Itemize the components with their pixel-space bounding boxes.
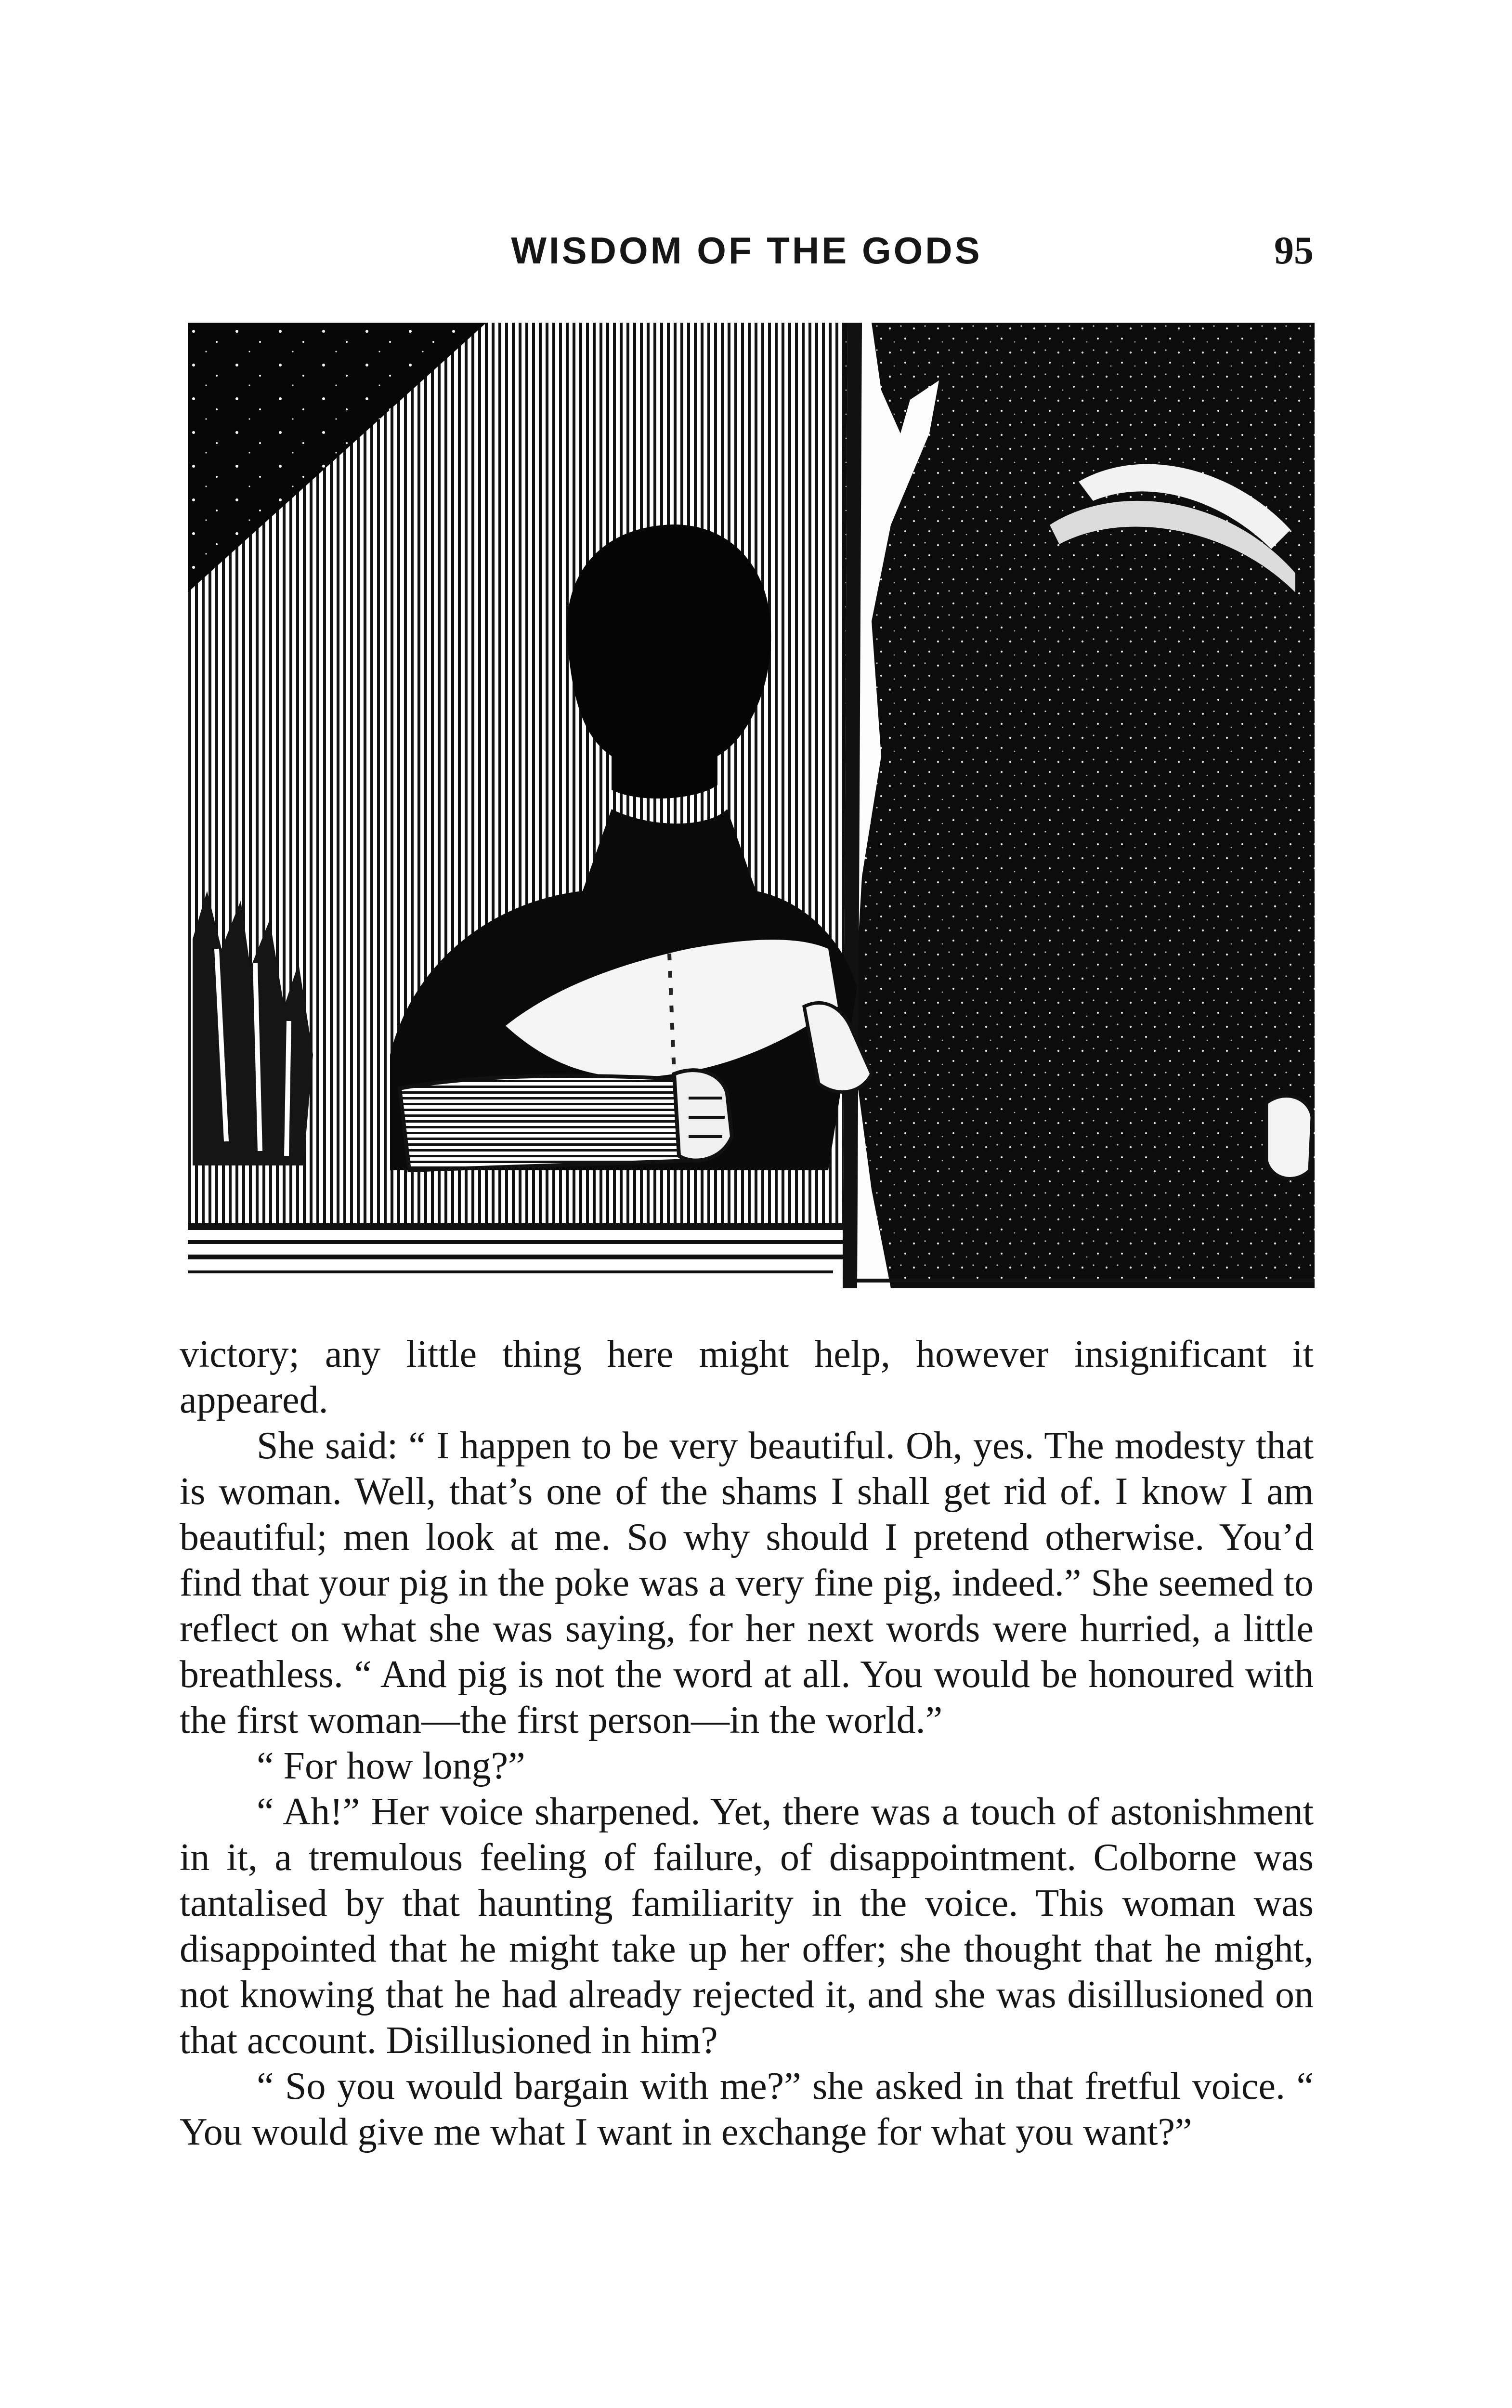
paragraph: “ Ah!” Her voice sharpened. Yet, there was a touch of astonishment in it, a tremulous feeling of failure, of disappointment. Colborne was tantalised by that haunting familiarity in the voice. This woman was disappointed that he might take up her offer; she thought that he might, not knowing that he had already rejected it, and she was disillusioned on that account. Disillusioned in him? (180, 1791, 1314, 2062)
paragraph: “ For how long?” (257, 1745, 525, 1787)
page-number: 95 (1274, 228, 1314, 272)
running-head (180, 224, 1314, 277)
paragraph: victory; any little thing here might help, however insignificant it appeared. (180, 1333, 1314, 1421)
paragraph: She said: “ I happen to be very beautiful. Oh, yes. The modesty that is woman. Well, that’s one of the shams I shall get rid of. I know I am beautiful; men look at me. So why should I pretend otherwise. You’d find that your pig in the poke was a very fine pig, indeed.” She seemed to reflect on what she was saying, for her next words were hurried, a little breathless. “ And pig is not the word at all. You would be honoured with the first woman—the first person—in the world.” (180, 1425, 1314, 1741)
paragraph: “ So you would bargain with me?” she asked in that fretful voice. “ You would give me what I want in exchange for what you want?” (180, 2065, 1314, 2153)
running-title: WISDOM OF THE GODS (511, 229, 982, 272)
body-text (180, 1332, 1314, 2155)
woodcut-illustration (188, 323, 1315, 1288)
